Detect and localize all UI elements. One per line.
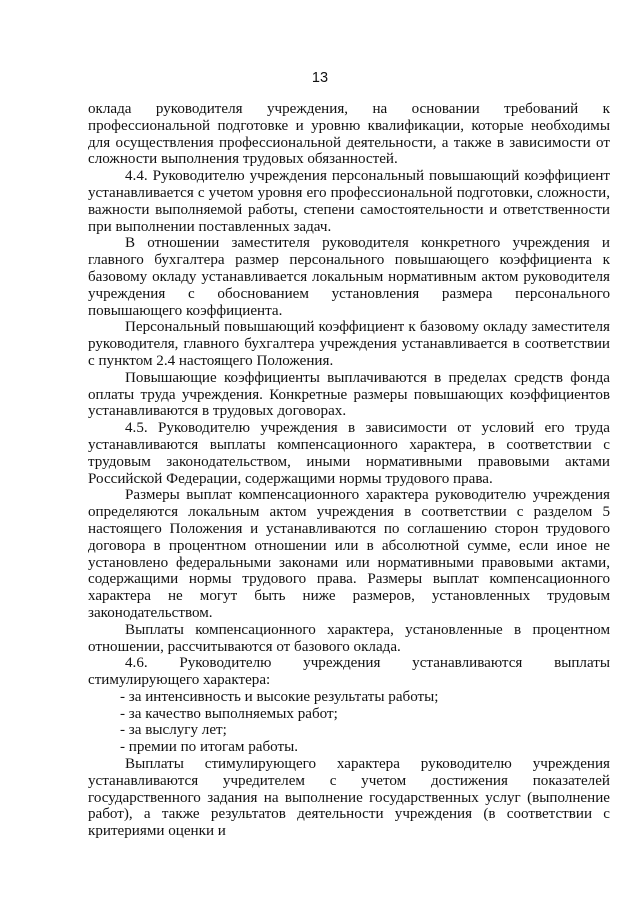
- list-item: - за качество выполняемых работ;: [120, 705, 338, 722]
- list-item: - за выслугу лет;: [120, 722, 227, 739]
- paragraph-personal-coefficient: Персональный повышающий коэффициент к базовому окладу заместителя руководителя, главного бухгалтера учреждения устанавливается в соответствии с пунктом 2.4 настоящего Положения.: [88, 319, 610, 369]
- document-body: [88, 101, 610, 840]
- paragraph-coefficients-payment: Повышающие коэффициенты выплачиваются в пределах средств фонда оплаты труда учреждения. Конкретные размеры повышающих коэффициентов устанавливаются в трудовых договорах.: [88, 369, 610, 420]
- paragraph-4-4: 4.4. Руководителю учреждения персональный повышающий коэффициент устанавливается с учетом уровня его профессиональной подготовки, сложности, важности выполняемой работы, степени самостоятельности и ответственности при выполнении поставленных задач.: [88, 168, 610, 235]
- paragraph-continuation: оклада руководителя учреждения, на основании требований к профессиональной подготовке и уровню квалификации, которые необходимы для осуществления профессиональной деятельности, а также в зависимости от сложности выполнения трудовых обязанностей.: [88, 101, 610, 168]
- paragraph-stimulating-payments: Выплаты стимулирующего характера руководителю учреждения устанавливаются учредителем с учетом достижения показателей государственного задания на выполнение государственных услуг (выполнение работ), а также результатов деятельности учреждения (в соответствии с критериями оценки и: [88, 756, 610, 840]
- list-item: - премии по итогам работы.: [120, 739, 299, 756]
- paragraph-compensation-sizes: Размеры выплат компенсационного характера руководителю учреждения определяются локальным актом учреждения в соответствии с разделом 5 настоящего Положения и устанавливаются по соглашению сторон трудового договора в процентном отношении или в абсолютной сумме, если иное не установлено федеральными законами или нормативными правовыми актами, содержащими нормы трудового права. Размеры выплат компенсационного характера не могут быть ниже размеров, установленных трудовым законодательством.: [88, 487, 610, 621]
- list-item: - за интенсивность и высокие результаты работы;: [120, 688, 439, 705]
- paragraph-compensation-percent: Выплаты компенсационного характера, установленные в процентном отношении, рассчитываются от базового оклада.: [88, 621, 610, 655]
- paragraph-4-5: 4.5. Руководителю учреждения в зависимости от условий его труда устанавливаются выплаты компенсационного характера, в соответствии с трудовым законодательством, иными нормативными правовыми актами Российской Федерации, содержащими нормы трудового права.: [88, 420, 610, 487]
- paragraph-4-6: 4.6. Руководителю учреждения устанавливаются выплаты стимулирующего характера:: [88, 655, 610, 689]
- paragraph-deputy-coefficient: В отношении заместителя руководителя конкретного учреждения и главного бухгалтера размер персонального повышающего коэффициента к базовому окладу устанавливается локальным нормативным актом руководителя учреждения с обоснованием установления размера персонального повышающего коэффициента.: [88, 235, 610, 319]
- page-number: 13: [311, 70, 329, 86]
